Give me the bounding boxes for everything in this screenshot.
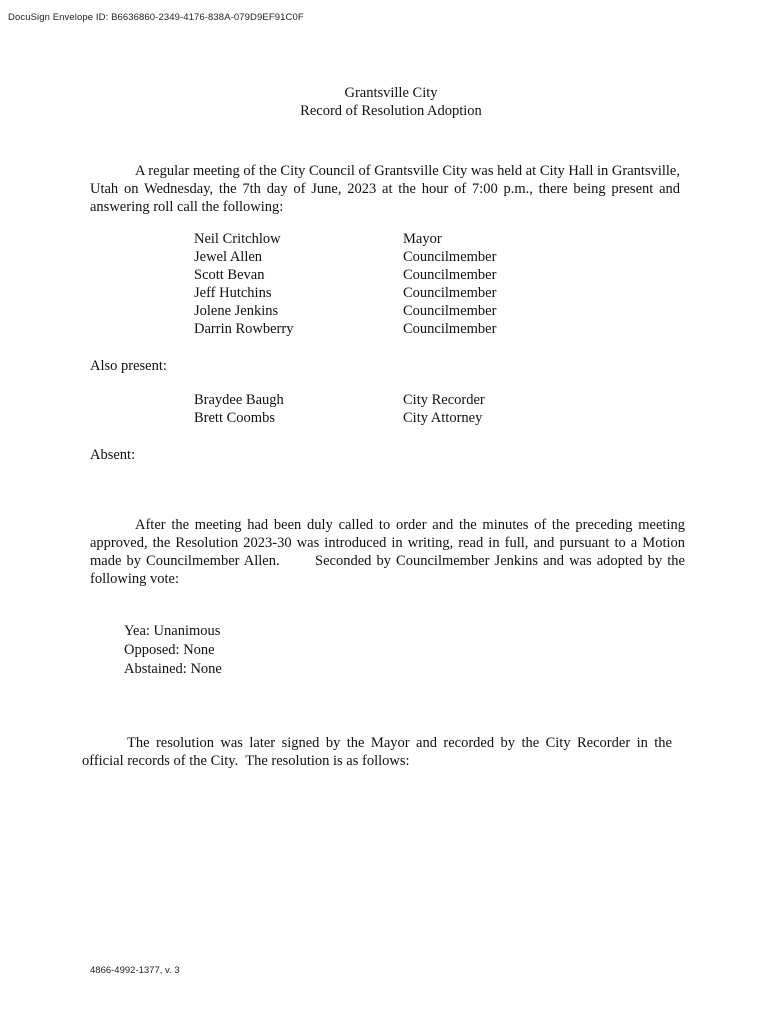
staff-role: City Attorney <box>403 409 483 426</box>
roster-row <box>194 321 496 339</box>
member-name: Jolene Jenkins <box>194 302 279 319</box>
roster-row <box>194 231 496 249</box>
vote-yea: Yea: Unanimous <box>124 623 221 639</box>
member-name: Scott Bevan <box>194 266 265 283</box>
staff-name: Braydee Baugh <box>194 392 284 408</box>
member-role: Councilmember <box>403 284 497 301</box>
member-role: Mayor <box>403 231 442 247</box>
staff-name: Brett Coombs <box>194 409 275 426</box>
document-header <box>0 84 770 120</box>
also-present-roster <box>194 392 485 428</box>
staff-role: City Recorder <box>403 392 485 408</box>
roster-row <box>194 410 485 428</box>
docusign-envelope-id: DocuSign Envelope ID: B6636860-2349-4176-838A-079D9EF91C0F <box>8 12 304 23</box>
vote-opposed: Opposed: None <box>124 642 215 658</box>
motion-paragraph: After the meeting had been duly called to order and the minutes of the preceding meeting approved, the Resolution 2023-30 was introduced in writing, read in full, and pursuant to a Motion made by Councilmember Allen. Seconded by Councilmember Jenkins and was adopted by the following vote: <box>90 517 689 587</box>
member-role: Councilmember <box>403 302 497 319</box>
intro-paragraph: A regular meeting of the City Council of Grantsville City was held at City Hall in Grantsville, Utah on Wednesday, the 7th day of June, 2023 at the hour of 7:00 p.m., there being present and answering roll call the following: <box>90 163 680 215</box>
document-footer-id: 4866-4992-1377, v. 3 <box>90 965 180 976</box>
roster-row <box>194 267 496 285</box>
member-name: Neil Critchlow <box>194 231 281 247</box>
document-title: Record of Resolution Adoption <box>300 103 482 119</box>
present-roster <box>194 231 496 338</box>
member-role: Councilmember <box>403 266 497 283</box>
also-present-label: Also present: <box>90 358 167 374</box>
roster-row <box>194 285 496 303</box>
vote-abstained: Abstained: None <box>124 661 222 677</box>
absent-label: Absent: <box>90 447 136 463</box>
member-role: Councilmember <box>403 248 497 265</box>
member-role: Councilmember <box>403 320 497 337</box>
member-name: Jewel Allen <box>194 248 263 265</box>
city-name: Grantsville City <box>344 85 438 101</box>
vote-tally <box>124 622 222 679</box>
member-name: Darrin Rowberry <box>194 320 294 337</box>
closing-paragraph: The resolution was later signed by the Mayor and recorded by the City Recorder in the official records of the City. The resolution is as follows: <box>82 735 676 769</box>
roster-row <box>194 249 496 267</box>
roster-row <box>194 392 485 410</box>
roster-row <box>194 303 496 321</box>
member-name: Jeff Hutchins <box>194 284 272 301</box>
